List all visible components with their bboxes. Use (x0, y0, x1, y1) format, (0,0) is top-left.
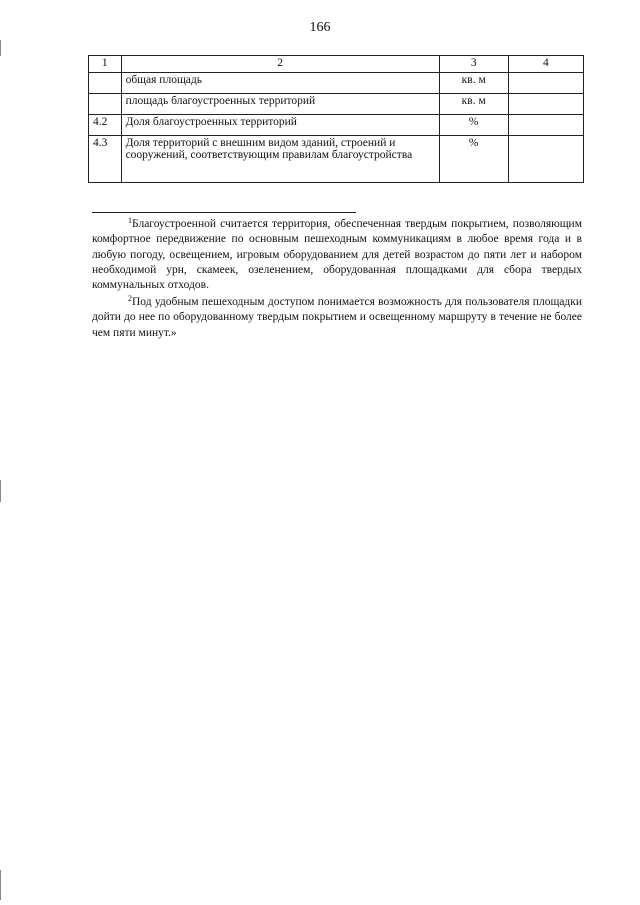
header-cell: 2 (121, 56, 439, 73)
row-value (508, 94, 583, 115)
row-name: общая площадь (121, 73, 439, 94)
footnote-text: Благоустроенной считается территория, обеспеченная твердым покрытием, позволяющим комфортное передвижение по основным пешеходным коммуникациям в любое время года и в любую погоду, освещением, игровым оборудованием для детей возрастом до пяти лет и набором необходимой урн, скамеек, озеленением, оборудованная площадками для сбора твердых коммунальных отходов. (92, 218, 582, 292)
page-number: 166 (309, 20, 331, 35)
row-value (508, 115, 583, 136)
row-name: площадь благоустроенных территорий (121, 94, 439, 115)
row-number (89, 94, 122, 115)
row-value (508, 73, 583, 94)
row-name: Доля территорий с внешним видом зданий, строений и сооружений, соответствующим правилам благоустройства (121, 136, 439, 183)
row-unit: % (439, 136, 508, 183)
indicator-table (88, 55, 584, 183)
row-number: 4.2 (89, 115, 122, 136)
footnote-2 (92, 291, 582, 341)
row-number: 4.3 (89, 136, 122, 183)
table-header-row (89, 56, 584, 73)
row-unit: кв. м (439, 73, 508, 94)
row-value (508, 136, 583, 183)
header-cell: 4 (508, 56, 583, 73)
row-unit: кв. м (439, 94, 508, 115)
table-row (89, 136, 584, 183)
left-margin-mark (0, 870, 1, 900)
left-margin-mark (0, 480, 1, 502)
row-name: Доля благоустроенных территорий (121, 115, 439, 136)
row-number (89, 73, 122, 94)
footnote-mark: 2 (128, 294, 132, 303)
footnote-1 (92, 213, 582, 293)
table-row (89, 94, 584, 115)
footnote-mark: 1 (128, 216, 132, 225)
row-unit: % (439, 115, 508, 136)
header-cell: 1 (89, 56, 122, 73)
footnote-text: Под удобным пешеходным доступом понимается возможность для пользователя площадки дойти до нее по оборудованному твердым покрытием и освещенному маршруту в течение не более чем пяти минут.» (92, 296, 582, 339)
left-margin-mark (0, 40, 1, 56)
table-row (89, 73, 584, 94)
header-cell: 3 (439, 56, 508, 73)
table-row (89, 115, 584, 136)
